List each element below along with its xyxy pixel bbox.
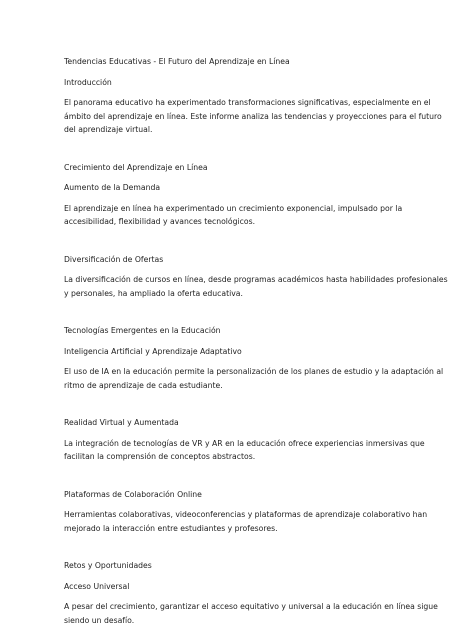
demand-paragraph xyxy=(64,202,414,229)
vr-paragraph xyxy=(64,437,414,464)
demand-line-2: accesibilidad, flexibilidad y avances tecnológicos. xyxy=(64,215,414,229)
tech-heading: Tecnologías Emergentes en la Educación xyxy=(64,324,414,338)
ai-line-2: ritmo de aprendizaje de cada estudiante. xyxy=(64,379,414,393)
collab-paragraph xyxy=(64,508,414,535)
intro-line-1: El panorama educativo ha experimentado transformaciones significativas, especialmente en el xyxy=(64,96,414,110)
document-content xyxy=(64,55,414,627)
intro-line-2: ámbito del aprendizaje en línea. Este informe analiza las tendencias y proyecciones para el futuro xyxy=(64,110,414,124)
diversification-line-1: La diversificación de cursos en línea, desde programas académicos hasta habilidades profesionales xyxy=(64,273,414,287)
demand-heading: Aumento de la Demanda xyxy=(64,181,414,195)
diversification-heading: Diversificación de Ofertas xyxy=(64,253,414,267)
challenges-heading: Retos y Oportunidades xyxy=(64,559,414,573)
access-line-1: A pesar del crecimiento, garantizar el acceso equitativo y universal a la educación en línea sigue xyxy=(64,600,414,614)
growth-heading: Crecimiento del Aprendizaje en Línea xyxy=(64,161,414,175)
access-heading: Acceso Universal xyxy=(64,580,414,594)
collab-line-1: Herramientas colaborativas, videoconferencias y plataformas de aprendizaje colaborativo han xyxy=(64,508,414,522)
access-line-2: siendo un desafío. xyxy=(64,614,414,627)
access-paragraph xyxy=(64,600,414,627)
collab-heading: Plataformas de Colaboración Online xyxy=(64,488,414,502)
document-title: Tendencias Educativas - El Futuro del Aprendizaje en Línea xyxy=(64,55,414,69)
ai-line-1: El uso de IA en la educación permite la personalización de los planes de estudio y la adaptación al xyxy=(64,365,414,379)
ai-heading: Inteligencia Artificial y Aprendizaje Adaptativo xyxy=(64,345,414,359)
diversification-line-2: y personales, ha ampliado la oferta educativa. xyxy=(64,287,414,301)
intro-line-3: del aprendizaje virtual. xyxy=(64,123,414,137)
demand-line-1: El aprendizaje en línea ha experimentado un crecimiento exponencial, impulsado por la xyxy=(64,202,414,216)
diversification-paragraph xyxy=(64,273,414,300)
intro-heading: Introducción xyxy=(64,76,414,90)
collab-line-2: mejorado la interacción entre estudiantes y profesores. xyxy=(64,522,414,536)
intro-paragraph xyxy=(64,96,414,137)
ai-paragraph xyxy=(64,365,414,392)
vr-line-2: facilitan la comprensión de conceptos abstractos. xyxy=(64,450,414,464)
vr-heading: Realidad Virtual y Aumentada xyxy=(64,416,414,430)
vr-line-1: La integración de tecnologías de VR y AR en la educación ofrece experiencias inmersivas que xyxy=(64,437,414,451)
